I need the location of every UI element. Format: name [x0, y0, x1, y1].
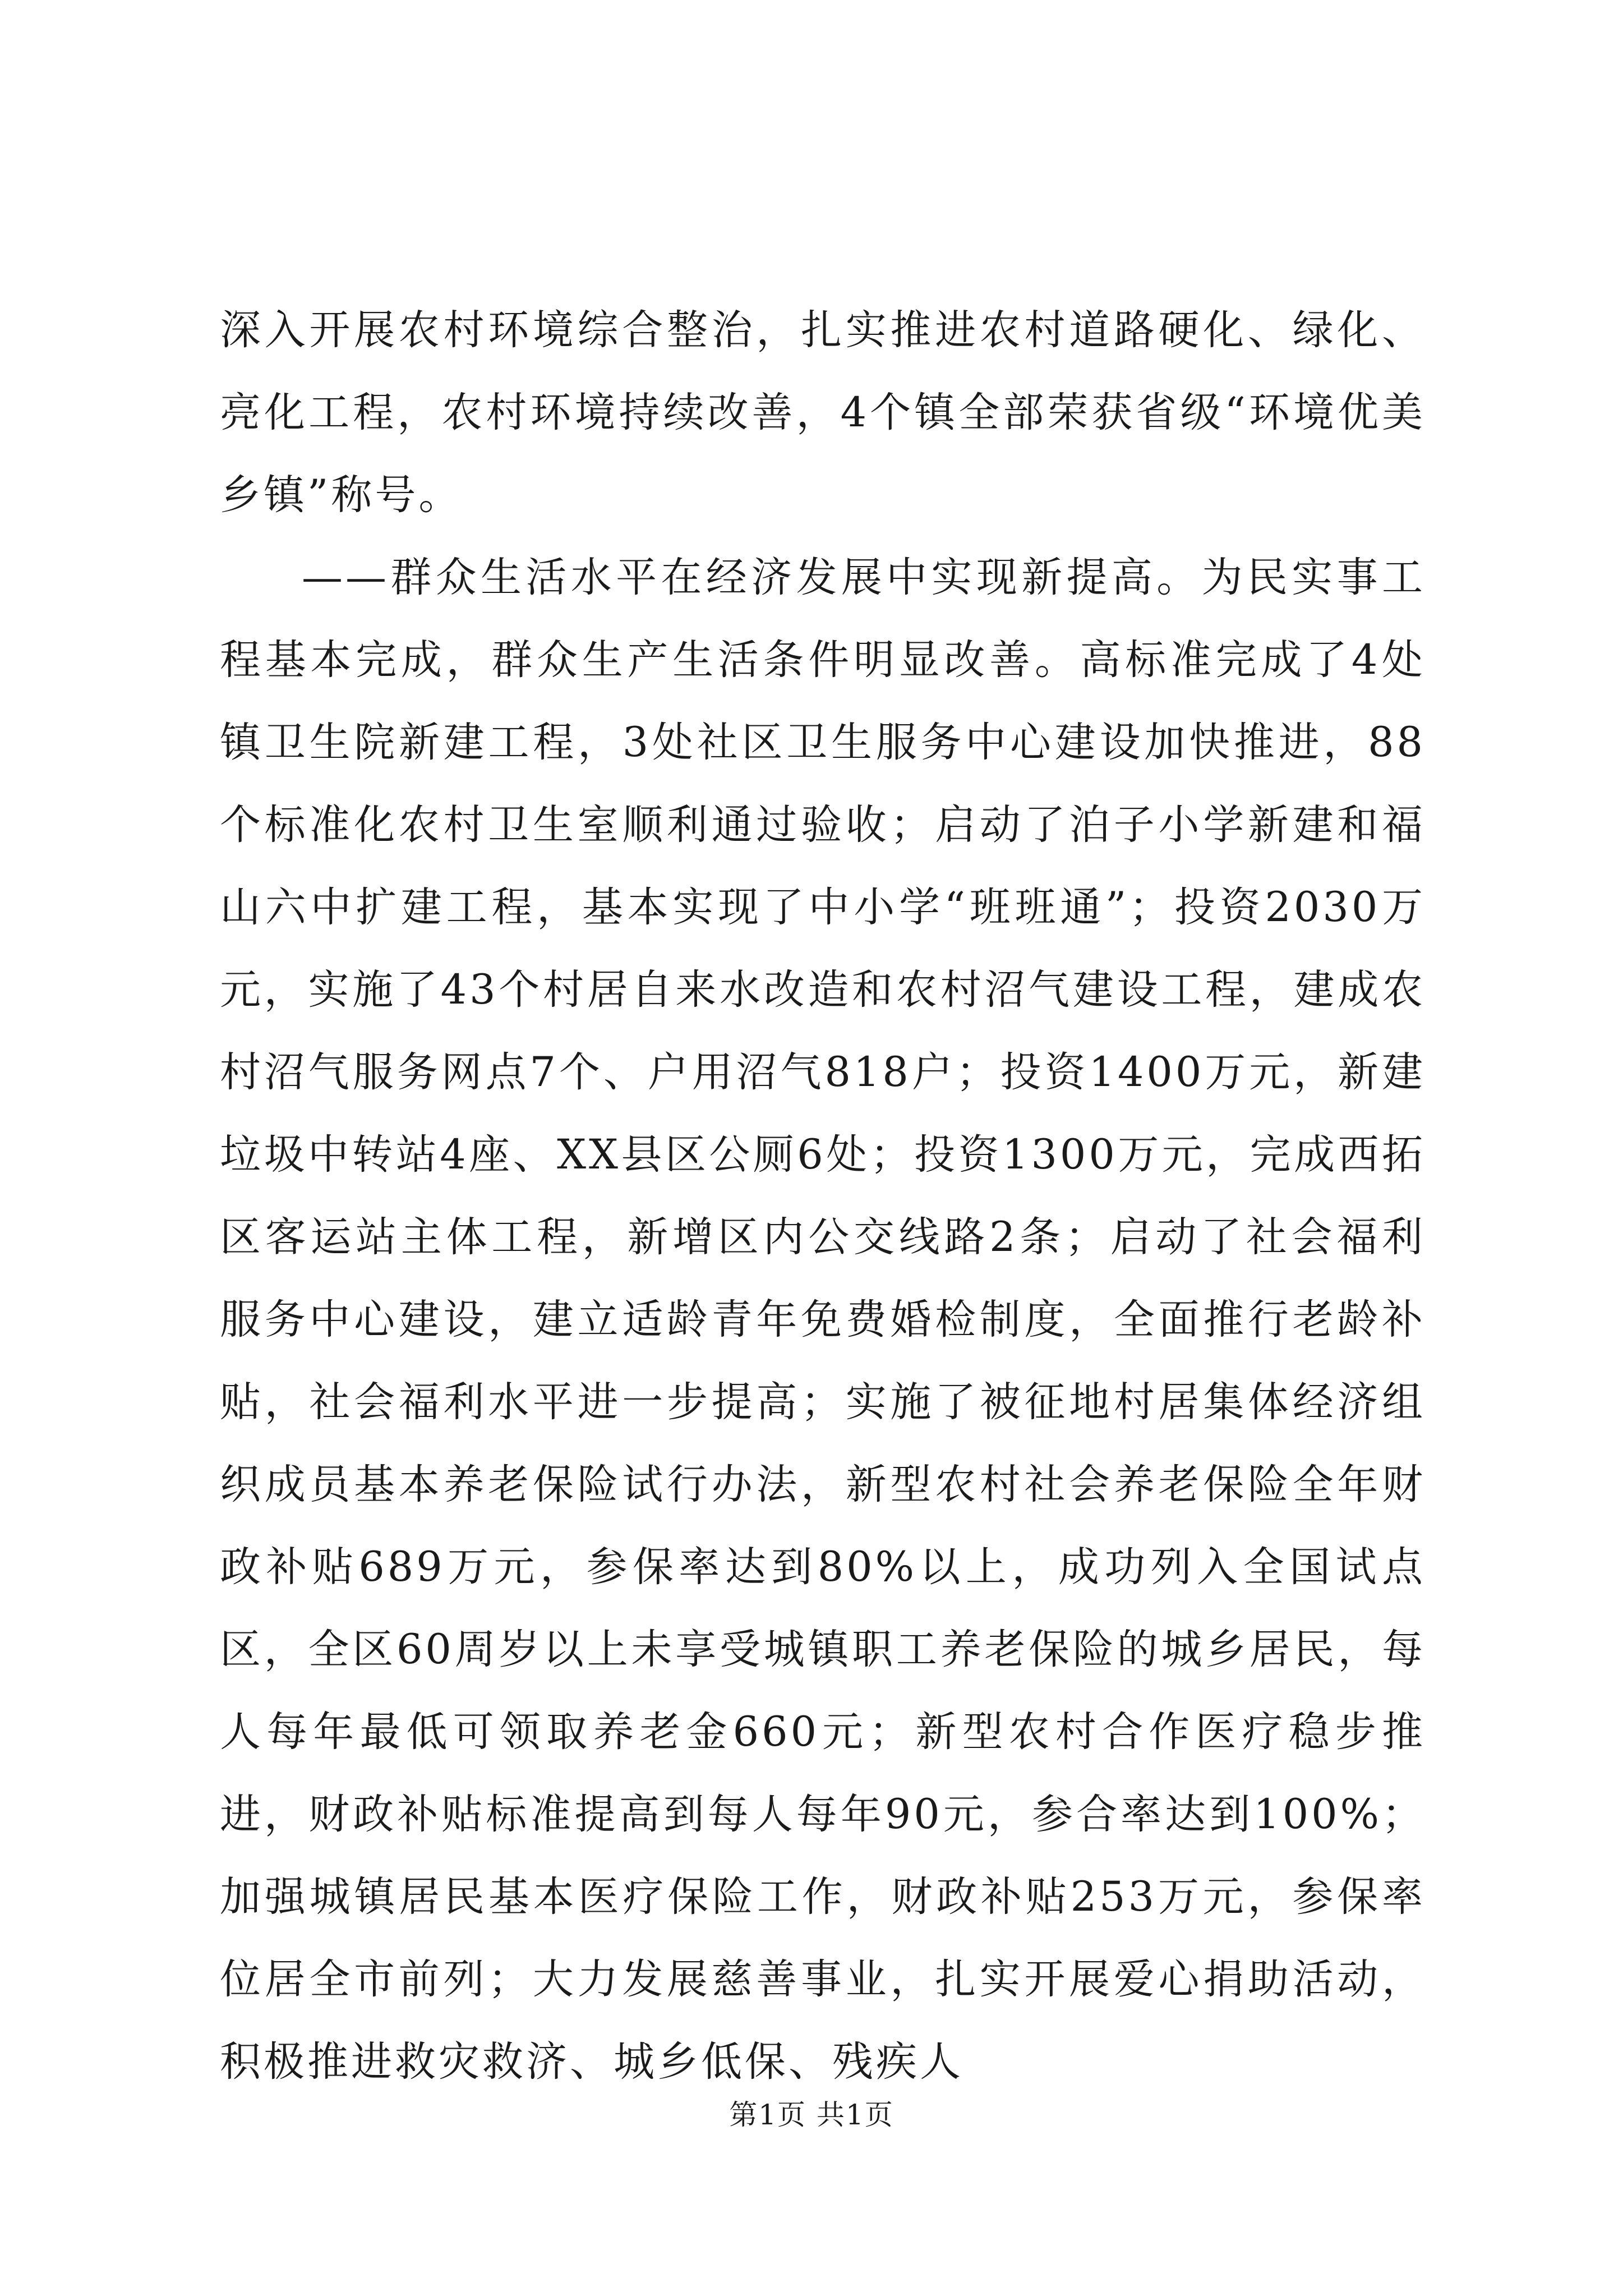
page-number: 第1页 共1页 [729, 2099, 894, 2131]
document-body [220, 289, 1426, 2103]
paragraph-living-standards: ——群众生活水平在经济发展中实现新提高。为民实事工程基本完成，群众生产生活条件明显改善。高标准完成了4处镇卫生院新建工程，3处社区卫生服务中心建设加快推进，88个标准化农村卫生室顺利通过验收；启动了泊子小学新建和福山六中扩建工程，基本实现了中小学“班班通”；投资2030万元，实施了43个村居自来水改造和农村沼气建设工程，建成农村沼气服务网点7个、户用沼气818户；投资1400万元，新建垃圾中转站4座、XX县区公厕6处；投资1300万元，完成西拓区客运站主体工程，新增区内公交线路2条；启动了社会福利服务中心建设，建立适龄青年免费婚检制度，全面推行老龄补贴，社会福利水平进一步提高；实施了被征地村居集体经济组织成员基本养老保险试行办法，新型农村社会养老保险全年财政补贴689万元，参保率达到80%以上，成功列入全国试点区，全区60周岁以上未享受城镇职工养老保险的城乡居民，每人每年最低可领取养老金660元；新型农村合作医疗稳步推进，财政补贴标准提高到每人每年90元，参合率达到100%；加强城镇居民基本医疗保险工作，财政补贴253万元，参保率位居全市前列；大力发展慈善事业，扎实开展爱心捐助活动，积极推进救灾救济、城乡低保、残疾人 [220, 554, 1426, 2086]
page-footer [0, 2095, 1623, 2134]
paragraph-continued: 深入开展农村环境综合整治，扎实推进农村道路硬化、绿化、亮化工程，农村环境持续改善，4个镇全部荣获省级“环境优美乡镇”称号。 [220, 306, 1426, 519]
